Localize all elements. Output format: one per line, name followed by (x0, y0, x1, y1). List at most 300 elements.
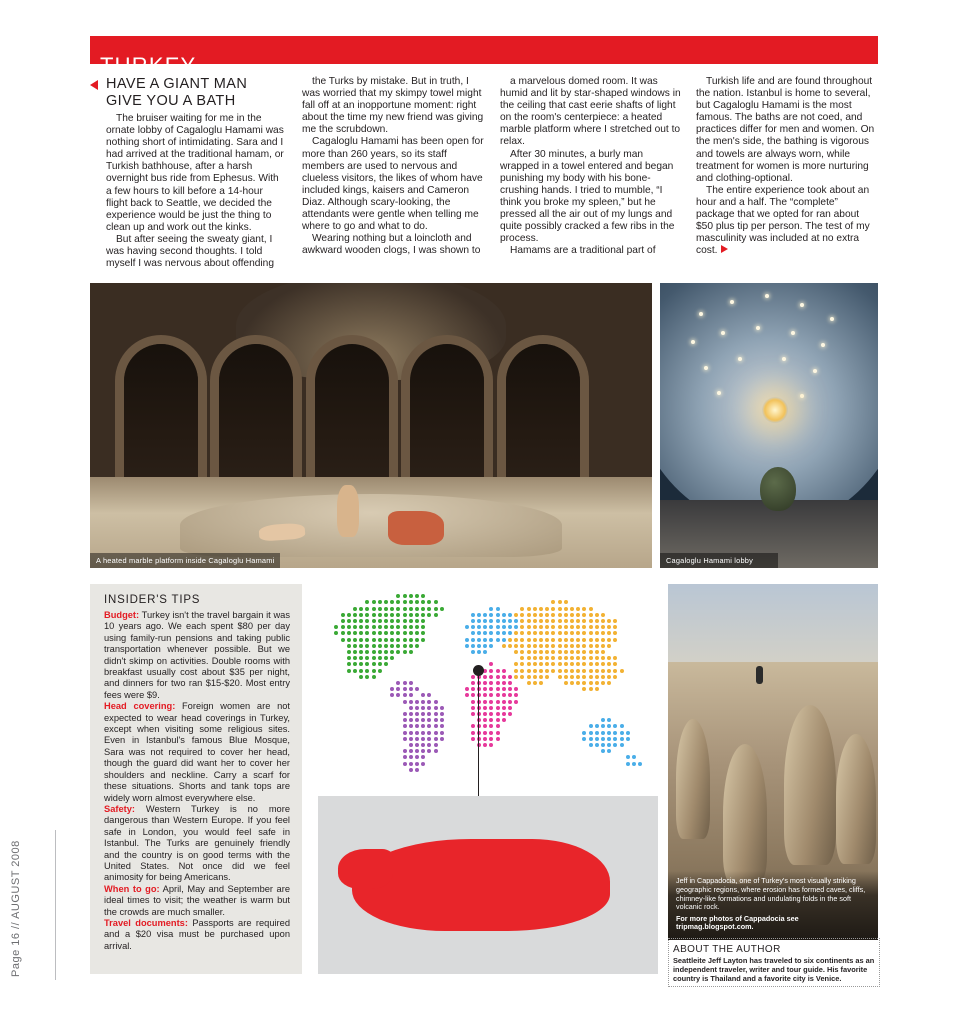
map-dot (434, 600, 438, 604)
map-dot (372, 650, 376, 654)
map-dot (489, 613, 493, 617)
map-dot (545, 625, 549, 629)
map-dot (589, 687, 593, 691)
map-dot (341, 638, 345, 642)
map-dot (589, 669, 593, 673)
map-dot (483, 675, 487, 679)
map-dot (533, 607, 537, 611)
map-dot (570, 638, 574, 642)
map-dot (582, 607, 586, 611)
map-dot (384, 613, 388, 617)
map-dot (508, 712, 512, 716)
map-dot (545, 619, 549, 623)
map-dot (365, 613, 369, 617)
map-dot (378, 638, 382, 642)
tip-text: Turkey isn't the travel bargain it was 10 years ago. We each spent $80 per day using family-run pensions and taking public transportation whenever possible. But we didn't skimp on activities. Double rooms with breakfast usually cost about $35 per night, and dinners for two ran $15-$20. Most entry fees were $9. (104, 610, 290, 700)
tip-item (104, 804, 290, 884)
map-dot (471, 700, 475, 704)
paragraph: Cagaloglu Hamami has been open for more than 260 years, so its staff members are used to nervous and clueless visitors, the likes of whom have included kings, kaisers and Cameron Diaz. Although scary-looking, the attendants were gentle when telling me where to go and what to do. (302, 136, 484, 233)
map-dot (341, 631, 345, 635)
map-dot (396, 607, 400, 611)
map-dot (527, 675, 531, 679)
map-dot (502, 712, 506, 716)
map-dot (620, 669, 624, 673)
map-dot (359, 675, 363, 679)
map-dot (421, 749, 425, 753)
map-dot (514, 625, 518, 629)
map-dot (365, 619, 369, 623)
map-dot (434, 706, 438, 710)
map-dot (576, 650, 580, 654)
map-dot (582, 681, 586, 685)
map-dot (390, 613, 394, 617)
map-dot (508, 687, 512, 691)
map-dot (421, 762, 425, 766)
map-dot (396, 619, 400, 623)
map-dot (601, 724, 605, 728)
map-dot (539, 619, 543, 623)
map-dot (508, 700, 512, 704)
map-dot (359, 631, 363, 635)
map-dot (396, 625, 400, 629)
map-dot (595, 737, 599, 741)
map-dot (551, 631, 555, 635)
caption-link-line-2[interactable]: tripmag.blogspot.com. (676, 922, 754, 932)
map-dot (353, 613, 357, 617)
map-dot (341, 613, 345, 617)
map-dot (551, 619, 555, 623)
map-dot (427, 600, 431, 604)
map-dot (620, 724, 624, 728)
side-rule (55, 830, 56, 980)
map-dot (403, 731, 407, 735)
map-dot (508, 638, 512, 642)
map-dot (427, 712, 431, 716)
map-dot (353, 650, 357, 654)
map-dot (564, 619, 568, 623)
map-dot (434, 743, 438, 747)
map-dot (533, 669, 537, 673)
map-dot (502, 625, 506, 629)
map-dot (421, 700, 425, 704)
map-dot (347, 625, 351, 629)
map-dot (415, 600, 419, 604)
star-window-icon (699, 312, 703, 316)
map-dot (365, 600, 369, 604)
map-dot (421, 718, 425, 722)
map-dot (613, 625, 617, 629)
map-dot (489, 644, 493, 648)
map-dot (570, 644, 574, 648)
map-dot (558, 631, 562, 635)
map-dot (489, 681, 493, 685)
map-dot (502, 681, 506, 685)
map-dot (409, 706, 413, 710)
person-silhouette (756, 666, 763, 684)
map-dot (520, 625, 524, 629)
map-dot (576, 631, 580, 635)
map-dot (533, 619, 537, 623)
map-dot (489, 706, 493, 710)
map-dot (514, 687, 518, 691)
map-dot (527, 613, 531, 617)
map-dot (514, 631, 518, 635)
map-dot (465, 644, 469, 648)
map-dot (378, 662, 382, 666)
map-dot (471, 731, 475, 735)
map-dot (502, 675, 506, 679)
map-dot (527, 662, 531, 666)
map-dot (409, 625, 413, 629)
map-dot (533, 638, 537, 642)
map-dot (533, 675, 537, 679)
map-dot (421, 731, 425, 735)
map-dot (601, 631, 605, 635)
map-dot (489, 724, 493, 728)
map-dot (508, 693, 512, 697)
map-dot (415, 743, 419, 747)
map-dot (421, 600, 425, 604)
map-dot (527, 625, 531, 629)
map-dot (496, 613, 500, 617)
star-window-icon (800, 394, 804, 398)
rock-formation (836, 734, 876, 864)
rock-formation (723, 744, 767, 884)
map-dot (496, 631, 500, 635)
map-dot (508, 619, 512, 623)
map-dot (434, 712, 438, 716)
map-dot (607, 638, 611, 642)
map-dot (582, 619, 586, 623)
map-dot (613, 656, 617, 660)
map-dot (347, 662, 351, 666)
map-dot (545, 638, 549, 642)
map-dot (508, 625, 512, 629)
map-dot (539, 675, 543, 679)
map-dot (396, 681, 400, 685)
paragraph: But after seeing the sweaty giant, I was having second thoughts. I told myself I was nervous about offending (106, 233, 275, 270)
map-dot (403, 638, 407, 642)
map-dot (409, 644, 413, 648)
map-dot (471, 687, 475, 691)
map-dot (409, 755, 413, 759)
map-dot (514, 669, 518, 673)
map-dot (440, 731, 444, 735)
map-dot (415, 768, 419, 772)
map-dot (341, 619, 345, 623)
map-dot (576, 644, 580, 648)
map-dot (582, 650, 586, 654)
map-dot (409, 718, 413, 722)
map-dot (465, 638, 469, 642)
map-dot (390, 650, 394, 654)
map-dot (539, 644, 543, 648)
map-dot (415, 644, 419, 648)
map-dot (403, 737, 407, 741)
map-dot (489, 619, 493, 623)
map-dot (564, 669, 568, 673)
map-dot (582, 656, 586, 660)
page-title: TURKEY (100, 52, 197, 78)
map-dot (582, 613, 586, 617)
map-dot (607, 625, 611, 629)
map-dot (396, 600, 400, 604)
map-dot (502, 687, 506, 691)
turkey-thrace-shape (338, 849, 392, 888)
map-dot (601, 669, 605, 673)
map-dot (434, 718, 438, 722)
map-dot (427, 706, 431, 710)
map-dot (359, 669, 363, 673)
headline-line-2: GIVE YOU A BATH (106, 93, 236, 109)
map-dot (409, 607, 413, 611)
map-dot (558, 613, 562, 617)
map-dot (477, 625, 481, 629)
tip-item (104, 918, 290, 952)
caption-text: Jeff in Cappadocia, one of Turkey's most visually striking geographic regions, where erosion has formed caves, cliffs, chimney-like formations and undulating folds in the soft volcanic rock. (676, 876, 866, 912)
map-dot (601, 731, 605, 735)
masthead-bar (90, 36, 878, 78)
star-window-icon (691, 340, 695, 344)
map-dot (613, 662, 617, 666)
map-dot (595, 644, 599, 648)
map-dot (638, 762, 642, 766)
body-column-4 (696, 76, 878, 257)
map-dot (477, 613, 481, 617)
map-dot (434, 607, 438, 611)
map-dot (595, 669, 599, 673)
map-dot (440, 607, 444, 611)
map-dot (496, 619, 500, 623)
photo-hamam-interior (90, 283, 652, 568)
paragraph: After 30 minutes, a burly man wrapped in a towel entered and began punishing my body with his bone-crushing hands. I tried to mumble, “I think you broke my spleen,” but he pressed all the air out of my lungs and quite possibly cracked a few ribs in the process. (500, 148, 675, 245)
map-dot (514, 675, 518, 679)
map-dot (434, 724, 438, 728)
map-dot (421, 594, 425, 598)
map-dot (539, 662, 543, 666)
map-dot (545, 656, 549, 660)
map-dot (365, 650, 369, 654)
map-dot (347, 619, 351, 623)
turkey-country-map (318, 796, 658, 974)
map-dot (558, 607, 562, 611)
map-dot (613, 737, 617, 741)
map-dot (551, 600, 555, 604)
star-window-icon (704, 366, 708, 370)
map-dot (415, 755, 419, 759)
map-dot (502, 669, 506, 673)
map-dot (489, 638, 493, 642)
map-dot (415, 737, 419, 741)
map-dot (347, 638, 351, 642)
map-dot (589, 625, 593, 629)
map-dot (595, 662, 599, 666)
star-window-icon (730, 300, 734, 304)
map-dot (527, 619, 531, 623)
map-dot (496, 706, 500, 710)
map-dot (396, 693, 400, 697)
map-dot (421, 619, 425, 623)
map-dot (545, 650, 549, 654)
map-dot (403, 712, 407, 716)
map-dot (353, 625, 357, 629)
map-dot (415, 749, 419, 753)
map-dot (576, 638, 580, 642)
map-dot (489, 693, 493, 697)
map-dot (403, 693, 407, 697)
map-dot (558, 644, 562, 648)
paragraph: Turkish life and are found throughout the nation. Istanbul is home to several, but Cagaloglu Hamami is the most famous. The baths are not coed, and practices differ for men and women. On the men's side, the bathing is vigorous and towels are always worn, while treatment for women is more nurturing and clothing-optional. (696, 76, 875, 184)
map-dot (483, 743, 487, 747)
tip-text: Foreign women are not expected to wear head coverings in Turkey, except when visiting some religious sites. Even in Istanbul's famous Blue Mosque, Sara was not required to cover her head, though the guard did want her to cover her shoulders and neckline. Carry a scarf for these situations. Shorts and tank tops are widely worn almost everywhere else. (104, 701, 290, 803)
map-dot (415, 706, 419, 710)
map-dot (483, 638, 487, 642)
map-dot (520, 669, 524, 673)
map-dot (520, 650, 524, 654)
map-dot (372, 656, 376, 660)
map-dot (359, 619, 363, 623)
map-dot (533, 681, 537, 685)
map-dot (372, 669, 376, 673)
map-dot (582, 644, 586, 648)
map-dot (483, 693, 487, 697)
map-dot (483, 712, 487, 716)
tip-item (104, 884, 290, 918)
map-dot (415, 613, 419, 617)
map-dot (378, 644, 382, 648)
map-dot (365, 631, 369, 635)
map-dot (496, 737, 500, 741)
map-dot (601, 743, 605, 747)
map-dot (502, 619, 506, 623)
map-dot (570, 675, 574, 679)
map-dot (576, 662, 580, 666)
map-dot (508, 706, 512, 710)
map-dot (347, 669, 351, 673)
map-dot (576, 613, 580, 617)
map-dot (570, 650, 574, 654)
map-dot (434, 700, 438, 704)
map-dot (589, 631, 593, 635)
map-dot (496, 693, 500, 697)
map-dot (527, 669, 531, 673)
tip-text: Western Turkey is no more dangerous than Western Europe. If you feel safe in London, you would feel safe in Istanbul. The Turks are genuinely friendly and the country is on good terms with the United States. Not once did we feel animosity for being Americans. (104, 803, 290, 883)
map-dot (496, 607, 500, 611)
map-dot (421, 706, 425, 710)
headline-block (90, 76, 286, 110)
map-dot (582, 675, 586, 679)
map-dot (434, 737, 438, 741)
map-dot (403, 700, 407, 704)
map-dot (471, 681, 475, 685)
map-dot (396, 650, 400, 654)
map-dot (409, 650, 413, 654)
map-dot (489, 669, 493, 673)
map-dot (601, 650, 605, 654)
map-dot (403, 607, 407, 611)
map-dot (607, 675, 611, 679)
map-dot (390, 607, 394, 611)
map-dot (508, 631, 512, 635)
map-dot (403, 650, 407, 654)
map-dot (539, 681, 543, 685)
map-dot (514, 650, 518, 654)
map-dot (409, 613, 413, 617)
map-dot (483, 700, 487, 704)
map-dot (396, 631, 400, 635)
map-dot (359, 625, 363, 629)
map-dot (427, 693, 431, 697)
map-dot (582, 662, 586, 666)
map-dot (378, 613, 382, 617)
map-dot (496, 675, 500, 679)
map-dot (601, 656, 605, 660)
map-dot (427, 737, 431, 741)
dot-grid (318, 584, 658, 789)
map-dot (564, 681, 568, 685)
map-dot (558, 656, 562, 660)
map-dot (520, 675, 524, 679)
map-dot (607, 631, 611, 635)
map-dot (589, 675, 593, 679)
photo-cappadocia (668, 584, 878, 940)
map-dot (607, 619, 611, 623)
map-dot (409, 768, 413, 772)
map-dot (589, 656, 593, 660)
map-dot (421, 724, 425, 728)
map-dot (607, 737, 611, 741)
map-dot (434, 749, 438, 753)
map-dot (409, 619, 413, 623)
map-dot (427, 731, 431, 735)
map-dot (471, 625, 475, 629)
map-dot (502, 700, 506, 704)
map-dot (502, 613, 506, 617)
map-dot (409, 724, 413, 728)
map-dot (613, 743, 617, 747)
map-dot (427, 724, 431, 728)
paragraph: Hamams are a traditional part of (510, 245, 656, 257)
map-dot (520, 656, 524, 660)
map-dot (483, 737, 487, 741)
map-dot (626, 731, 630, 735)
map-dot (471, 619, 475, 623)
map-dot (620, 737, 624, 741)
map-dot (372, 662, 376, 666)
paragraph: The bruiser waiting for me in the ornate lobby of Cagaloglu Hamami was nothing short of intimidating. Sara and I had arrived at the traditional hamam, or Turkish bathhouse, after a harsh overnight bus ride from Ephesus. With a few hours to kill before a 14-hour flight back to Seattle, we decided the experience would be just the thing to clean up and work out the kinks. (106, 113, 284, 233)
map-dot (409, 594, 413, 598)
map-dot (378, 619, 382, 623)
body-column-3 (500, 76, 682, 257)
map-dot (384, 631, 388, 635)
map-dot (595, 650, 599, 654)
map-dot (403, 755, 407, 759)
map-dot (365, 675, 369, 679)
map-dot (545, 669, 549, 673)
map-dot (403, 762, 407, 766)
map-dot (409, 687, 413, 691)
map-dot (483, 687, 487, 691)
map-dot (415, 687, 419, 691)
map-dot (372, 644, 376, 648)
map-dot (520, 613, 524, 617)
map-dot (390, 656, 394, 660)
map-dot (551, 650, 555, 654)
map-dot (601, 613, 605, 617)
map-dot (564, 613, 568, 617)
map-dot (427, 607, 431, 611)
map-dot (564, 644, 568, 648)
